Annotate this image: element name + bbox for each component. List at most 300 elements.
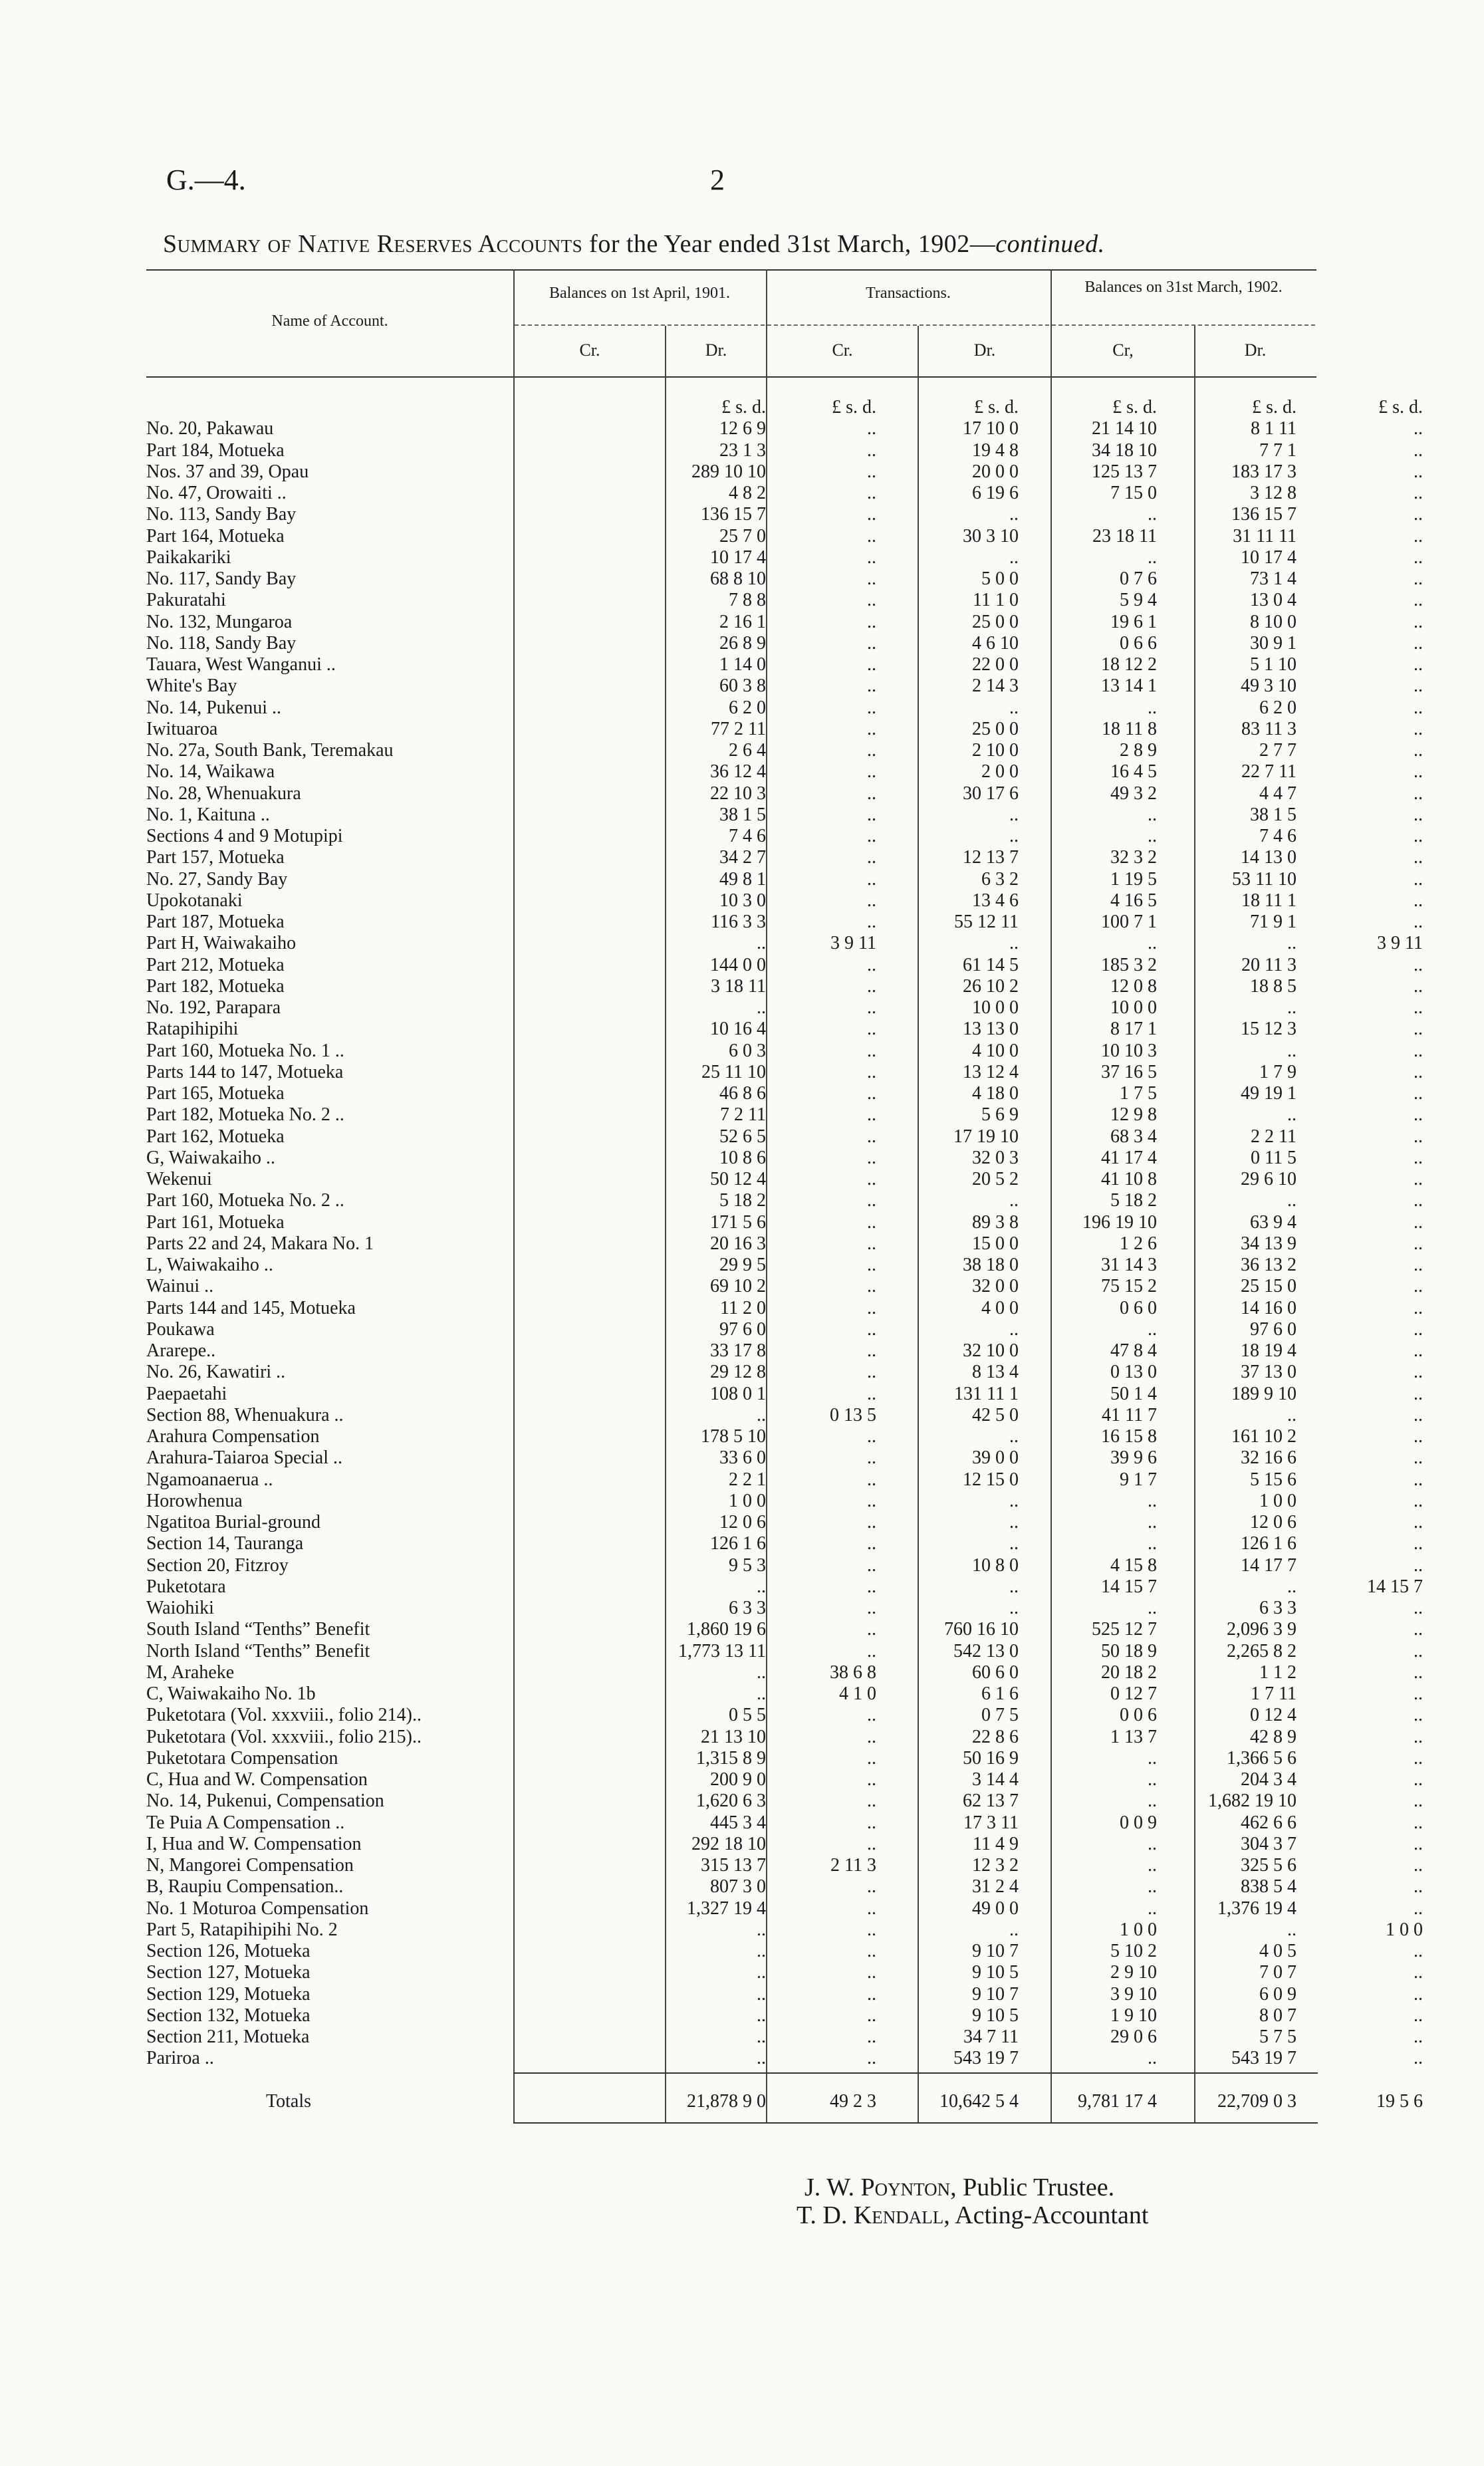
account-name-cell: Section 88, Whenuakura .. xyxy=(146,1404,344,1425)
amount-cell: 1,376 19 4 xyxy=(1217,1898,1297,1919)
amount-cell: .. xyxy=(867,2027,876,2048)
amount-cell: .. xyxy=(1414,1147,1423,1168)
account-name-cell: Ararepe.. xyxy=(146,1340,216,1362)
col-closing-heading: Balances on 31st March, 1902. xyxy=(1084,279,1283,296)
account-name-cell: Section 20, Fitzroy xyxy=(146,1554,289,1576)
account-name-cell: No. 27a, South Bank, Teremakau xyxy=(146,740,394,761)
amount-cell: 12 0 8 xyxy=(1110,975,1157,997)
amount-cell: 4 10 0 xyxy=(972,1040,1019,1061)
amount-cell: 18 11 8 xyxy=(1102,718,1157,739)
amount-cell: 0 12 7 xyxy=(1110,1683,1157,1705)
amount-cell: 543 19 7 xyxy=(953,2048,1019,2069)
amount-cell: .. xyxy=(867,826,876,847)
table-row xyxy=(146,1062,1441,1083)
account-name-cell: Section 126, Motueka xyxy=(146,1941,310,1962)
table-row xyxy=(146,1298,1441,1319)
account-name-cell: Puketotara (Vol. xxxviii., folio 215).. xyxy=(146,1726,422,1747)
amount-cell: .. xyxy=(1009,804,1019,825)
amount-cell: .. xyxy=(867,1876,876,1898)
amount-cell: .. xyxy=(1414,1169,1423,1190)
amount-cell: .. xyxy=(867,1083,876,1104)
table-row xyxy=(146,847,1441,868)
account-name-cell: No. 118, Sandy Bay xyxy=(146,632,297,654)
account-name-cell: N, Mangorei Compensation xyxy=(146,1855,354,1876)
amount-cell: 52 6 5 xyxy=(719,1126,766,1147)
amount-cell: .. xyxy=(867,1061,876,1082)
amount-cell: 1 1 2 xyxy=(1259,1662,1297,1683)
table-row xyxy=(146,1834,1441,1855)
amount-cell: .. xyxy=(757,2027,766,2048)
amount-cell: .. xyxy=(757,1404,766,1425)
amount-cell: .. xyxy=(1414,1747,1423,1769)
amount-cell: .. xyxy=(1414,676,1423,697)
amount-cell: .. xyxy=(867,632,876,654)
amount-cell: 9 10 7 xyxy=(972,1983,1019,2005)
amount-cell: 3 9 11 xyxy=(1377,933,1423,954)
amount-cell: 2 11 3 xyxy=(830,1855,876,1876)
table-row xyxy=(146,1491,1441,1512)
amount-cell: 10 8 0 xyxy=(972,1554,1019,1576)
amount-cell: 69 10 2 xyxy=(710,1276,766,1297)
amount-cell: 20 0 0 xyxy=(972,461,1019,482)
closing-cr-heading: Cr, xyxy=(1112,340,1134,360)
amount-cell: 34 7 11 xyxy=(963,2027,1019,2048)
account-name-cell: No. 47, Orowaiti .. xyxy=(146,483,287,504)
account-name-cell: Upokotanaki xyxy=(146,890,243,911)
account-name-cell: White's Bay xyxy=(146,676,237,697)
amount-cell: .. xyxy=(757,2005,766,2026)
amount-cell: .. xyxy=(1414,1833,1423,1854)
table-row xyxy=(146,1876,1441,1898)
amount-cell: .. xyxy=(1414,2027,1423,2048)
amount-cell: .. xyxy=(1287,1190,1297,1211)
amount-cell: .. xyxy=(867,975,876,997)
amount-cell: 100 7 1 xyxy=(1101,912,1157,933)
account-name-cell: No. 26, Kawatiri .. xyxy=(146,1362,286,1383)
table-row xyxy=(146,2027,1441,2048)
amount-cell: 36 12 4 xyxy=(710,761,766,783)
amount-cell: .. xyxy=(867,1169,876,1190)
amount-cell: .. xyxy=(1414,483,1423,504)
amount-cell: .. xyxy=(1148,2048,1157,2069)
account-name-cell: South Island “Tenths” Benefit xyxy=(146,1619,370,1640)
account-name-cell: Paikakariki xyxy=(146,547,231,568)
table-row xyxy=(146,826,1441,847)
amount-cell: 50 1 4 xyxy=(1110,1383,1157,1404)
amount-cell: 1 13 7 xyxy=(1110,1726,1157,1747)
accounts-table-body xyxy=(146,397,1441,2112)
table-row xyxy=(146,1598,1441,1619)
amount-cell: 1,620 6 3 xyxy=(696,1790,766,1812)
amount-cell: .. xyxy=(867,1790,876,1812)
amount-cell: .. xyxy=(867,868,876,890)
amount-cell: 3 14 4 xyxy=(972,1769,1019,1790)
unit-label-cell: £ s. d. xyxy=(1378,397,1423,418)
table-row xyxy=(146,504,1441,525)
units-row xyxy=(146,397,1441,418)
account-name-cell: Section 211, Motueka xyxy=(146,2027,310,2048)
amount-cell: 204 3 4 xyxy=(1241,1769,1297,1790)
amount-cell: .. xyxy=(1414,697,1423,718)
table-row xyxy=(146,590,1441,611)
amount-cell: .. xyxy=(867,1812,876,1833)
account-name-cell: L, Waiwakaiho .. xyxy=(146,1255,273,1276)
amount-cell: .. xyxy=(867,1019,876,1040)
amount-cell: .. xyxy=(867,1554,876,1576)
amount-cell: 1 0 0 xyxy=(1259,1490,1297,1511)
amount-cell: 49 3 2 xyxy=(1110,783,1157,804)
amount-cell: 1,860 19 6 xyxy=(687,1619,766,1640)
amount-cell: .. xyxy=(1414,1769,1423,1790)
table-row xyxy=(146,526,1441,547)
amount-cell: 2 0 0 xyxy=(981,761,1019,783)
table-row xyxy=(146,676,1441,697)
amount-cell: 4 0 5 xyxy=(1259,1941,1297,1962)
amount-cell: .. xyxy=(1414,568,1423,590)
amount-cell: 20 18 2 xyxy=(1101,1662,1157,1683)
amount-cell: .. xyxy=(1414,783,1423,804)
account-name-cell: Pariroa .. xyxy=(146,2048,214,2069)
amount-cell: .. xyxy=(867,1362,876,1383)
amount-cell: 33 6 0 xyxy=(719,1447,766,1469)
table-row xyxy=(146,761,1441,783)
amount-cell: 0 11 5 xyxy=(1251,1147,1297,1168)
amount-cell: .. xyxy=(867,611,876,632)
account-name-cell: C, Hua and W. Compensation xyxy=(146,1769,368,1790)
amount-cell: .. xyxy=(1414,1705,1423,1726)
amount-cell: 49 2 3 xyxy=(830,2090,876,2112)
amount-cell: .. xyxy=(1148,804,1157,825)
amount-cell: 68 8 10 xyxy=(710,568,766,590)
table-row xyxy=(146,1212,1441,1233)
account-name-cell: I, Hua and W. Compensation xyxy=(146,1833,362,1854)
amount-cell: 2 2 11 xyxy=(1251,1126,1297,1147)
account-name-cell: No. 14, Pukenui .. xyxy=(146,697,281,718)
account-name-cell: Part 182, Motueka No. 2 .. xyxy=(146,1104,344,1126)
amount-cell: 304 3 7 xyxy=(1241,1833,1297,1854)
amount-cell: 22 7 11 xyxy=(1241,761,1297,783)
amount-cell: 0 12 4 xyxy=(1250,1705,1297,1726)
amount-cell: 49 3 10 xyxy=(1241,676,1297,697)
table-row xyxy=(146,1662,1441,1683)
amount-cell: 4 8 2 xyxy=(729,483,766,504)
account-name-cell: Parts 22 and 24, Makara No. 1 xyxy=(146,1233,374,1254)
amount-cell: 13 13 0 xyxy=(963,1019,1019,1040)
table-row xyxy=(146,1512,1441,1533)
amount-cell: .. xyxy=(1287,1104,1297,1126)
amount-cell: 14 15 7 xyxy=(1367,1576,1423,1597)
opening-cr-heading: Cr. xyxy=(579,340,600,360)
amount-cell: 55 12 11 xyxy=(954,912,1019,933)
amount-cell: 60 6 0 xyxy=(972,1662,1019,1683)
amount-cell: .. xyxy=(1009,504,1019,525)
unit-label-cell: £ s. d. xyxy=(1112,397,1157,418)
amount-cell: 1 7 9 xyxy=(1259,1061,1297,1082)
amount-cell: 5 6 9 xyxy=(981,1104,1019,1126)
table-top-rule xyxy=(146,269,1316,271)
amount-cell: 0 0 9 xyxy=(1120,1812,1157,1833)
amount-cell: .. xyxy=(1414,868,1423,890)
amount-cell: 838 5 4 xyxy=(1241,1876,1297,1898)
amount-cell: .. xyxy=(867,1619,876,1640)
amount-cell: 2 16 1 xyxy=(719,611,766,632)
amount-cell: .. xyxy=(1414,1554,1423,1576)
amount-cell: .. xyxy=(1414,1276,1423,1297)
col-name-heading: Name of Account. xyxy=(271,312,388,330)
amount-cell: 200 9 0 xyxy=(710,1769,766,1790)
table-row xyxy=(146,461,1441,483)
amount-cell: 12 15 0 xyxy=(963,1469,1019,1490)
page-number: 2 xyxy=(710,164,725,196)
header-bottom-rule xyxy=(146,376,1316,378)
amount-cell: 41 10 8 xyxy=(1101,1169,1157,1190)
amount-cell: .. xyxy=(1009,1598,1019,1619)
table-row xyxy=(146,1426,1441,1447)
amount-cell: 26 10 2 xyxy=(963,975,1019,997)
amount-cell: 12 0 6 xyxy=(1250,1512,1297,1533)
amount-cell: 14 16 0 xyxy=(1241,1297,1297,1318)
account-name-cell: G, Waiwakaiho .. xyxy=(146,1147,275,1168)
amount-cell: .. xyxy=(1414,1426,1423,1447)
amount-cell: .. xyxy=(1009,1576,1019,1597)
amount-cell: 116 3 3 xyxy=(711,912,766,933)
amount-cell: .. xyxy=(1414,1598,1423,1619)
amount-cell: 97 6 0 xyxy=(1250,1318,1297,1340)
table-row xyxy=(146,1384,1441,1405)
amount-cell: .. xyxy=(1414,654,1423,676)
account-name-cell: Arahura-Taiaroa Special .. xyxy=(146,1447,342,1469)
amount-cell: .. xyxy=(1414,611,1423,632)
amount-cell: 8 17 1 xyxy=(1110,1019,1157,1040)
amount-cell: 13 0 4 xyxy=(1250,590,1297,611)
amount-cell: 0 13 5 xyxy=(830,1404,876,1425)
amount-cell: 38 1 5 xyxy=(719,804,766,825)
amount-cell: 17 10 0 xyxy=(963,418,1019,439)
amount-cell: 83 11 3 xyxy=(1241,718,1297,739)
amount-cell: 2 10 0 xyxy=(972,740,1019,761)
amount-cell: .. xyxy=(1414,1941,1423,1962)
amount-cell: 20 16 3 xyxy=(710,1233,766,1254)
amount-cell: 22,709 0 3 xyxy=(1217,2090,1297,2112)
account-name-cell: Wekenui xyxy=(146,1169,212,1190)
account-name-cell: Section 14, Tauranga xyxy=(146,1533,304,1554)
amount-cell: .. xyxy=(1414,1362,1423,1383)
amount-cell: .. xyxy=(1414,2005,1423,2026)
amount-cell: .. xyxy=(867,1769,876,1790)
amount-cell: .. xyxy=(867,525,876,547)
amount-cell: .. xyxy=(867,697,876,718)
amount-cell: 10 17 4 xyxy=(1241,547,1297,568)
account-name-cell: Te Puia A Compensation .. xyxy=(146,1812,345,1833)
table-row xyxy=(146,418,1441,439)
account-name-cell: Tauara, West Wanganui .. xyxy=(146,654,336,676)
amount-cell: .. xyxy=(867,1919,876,1940)
amount-cell: .. xyxy=(867,1705,876,1726)
account-name-cell: Puketotara Compensation xyxy=(146,1747,338,1769)
amount-cell: 37 13 0 xyxy=(1241,1362,1297,1383)
amount-cell: 171 5 6 xyxy=(710,1211,766,1233)
table-row xyxy=(146,1041,1441,1062)
amount-cell: 37 16 5 xyxy=(1101,1061,1157,1082)
amount-cell: 4 6 10 xyxy=(972,632,1019,654)
amount-cell: .. xyxy=(1414,1447,1423,1469)
table-row xyxy=(146,1340,1441,1362)
amount-cell: .. xyxy=(867,740,876,761)
table-row xyxy=(146,804,1441,826)
amount-cell: 25 0 0 xyxy=(972,718,1019,739)
amount-cell: .. xyxy=(1414,890,1423,911)
amount-cell: .. xyxy=(1414,1683,1423,1705)
account-name-cell: Puketotara xyxy=(146,1576,226,1597)
amount-cell: .. xyxy=(1287,1404,1297,1425)
amount-cell: .. xyxy=(867,783,876,804)
amount-cell: 4 0 0 xyxy=(981,1297,1019,1318)
amount-cell: 8 13 4 xyxy=(972,1362,1019,1383)
table-row xyxy=(146,1126,1441,1148)
table-row xyxy=(146,483,1441,504)
amount-cell: .. xyxy=(1009,933,1019,954)
table-row xyxy=(146,1533,1441,1554)
amount-cell: 46 8 6 xyxy=(719,1083,766,1104)
amount-cell: 14 17 7 xyxy=(1241,1554,1297,1576)
table-row xyxy=(146,869,1441,890)
accounts-table xyxy=(146,397,1441,2112)
amount-cell: .. xyxy=(867,1833,876,1854)
table-row xyxy=(146,997,1441,1019)
amount-cell: 7 4 6 xyxy=(729,826,766,847)
amount-cell: 0 7 6 xyxy=(1120,568,1157,590)
account-name-cell: Totals xyxy=(266,2090,312,2112)
amount-cell: .. xyxy=(867,1726,876,1747)
amount-cell: 131 11 1 xyxy=(954,1383,1019,1404)
amount-cell: 31 11 11 xyxy=(1233,525,1297,547)
amount-cell: 32 10 0 xyxy=(963,1340,1019,1362)
amount-cell: 1 14 0 xyxy=(719,654,766,676)
amount-cell: .. xyxy=(757,997,766,1019)
accountant-name: T. D. Kendall, xyxy=(797,2201,950,2229)
amount-cell: .. xyxy=(867,912,876,933)
account-name-cell: No. 1, Kaituna .. xyxy=(146,804,270,825)
amount-cell: .. xyxy=(867,1276,876,1297)
table-row xyxy=(146,697,1441,719)
amount-cell: 19 4 8 xyxy=(972,439,1019,461)
closing-sub-rule xyxy=(1052,324,1315,326)
table-row xyxy=(146,568,1441,590)
table-row xyxy=(146,1276,1441,1297)
amount-cell: 38 1 5 xyxy=(1250,804,1297,825)
amount-cell: 760 16 10 xyxy=(944,1619,1019,1640)
amount-cell: 49 19 1 xyxy=(1241,1083,1297,1104)
amount-cell: .. xyxy=(867,1126,876,1147)
amount-cell: 31 14 3 xyxy=(1101,1255,1157,1276)
table-row xyxy=(146,1255,1441,1276)
table-row xyxy=(146,2005,1441,2027)
table-row xyxy=(146,440,1441,461)
amount-cell: 7 8 8 xyxy=(729,590,766,611)
amount-cell: .. xyxy=(1414,1640,1423,1662)
amount-cell: 196 19 10 xyxy=(1082,1211,1157,1233)
amount-cell: 16 15 8 xyxy=(1101,1426,1157,1447)
amount-cell: 1 19 5 xyxy=(1110,868,1157,890)
amount-cell: 41 17 4 xyxy=(1101,1147,1157,1168)
signature-accountant xyxy=(797,2201,1148,2230)
amount-cell: .. xyxy=(867,1941,876,1962)
amount-cell: .. xyxy=(1148,826,1157,847)
amount-cell: .. xyxy=(867,1983,876,2005)
amount-cell: 41 11 7 xyxy=(1102,1404,1157,1425)
amount-cell: .. xyxy=(1148,1598,1157,1619)
title-main: Summary of Native Reserves Accounts xyxy=(163,230,583,258)
amount-cell: .. xyxy=(867,1318,876,1340)
amount-cell: 21 14 10 xyxy=(1092,418,1157,439)
amount-cell: 30 17 6 xyxy=(963,783,1019,804)
account-name-cell: Part 160, Motueka No. 1 .. xyxy=(146,1040,344,1061)
table-row xyxy=(146,890,1441,912)
amount-cell: 1 0 0 xyxy=(1386,1919,1423,1940)
amount-cell: 1,327 19 4 xyxy=(687,1898,766,1919)
amount-cell: .. xyxy=(1414,761,1423,783)
account-name-cell: Sections 4 and 9 Motupipi xyxy=(146,826,343,847)
amount-cell: .. xyxy=(1414,1876,1423,1898)
account-name-cell: Part 5, Ratapihipihi No. 2 xyxy=(146,1919,338,1940)
trustee-name: J. W. Poynton, xyxy=(804,2173,957,2201)
amount-cell: .. xyxy=(1009,1512,1019,1533)
table-row xyxy=(146,912,1441,933)
amount-cell: .. xyxy=(1148,697,1157,718)
amount-cell: 10 3 0 xyxy=(719,890,766,911)
accountant-role: Acting-Accountant xyxy=(949,2201,1149,2229)
amount-cell: 49 0 0 xyxy=(972,1898,1019,1919)
amount-cell: .. xyxy=(1414,632,1423,654)
amount-cell: .. xyxy=(1414,547,1423,568)
amount-cell: 0 0 6 xyxy=(1120,1705,1157,1726)
amount-cell: .. xyxy=(867,890,876,911)
amount-cell: 21,878 9 0 xyxy=(687,2090,766,2112)
amount-cell: 7 0 7 xyxy=(1259,1962,1297,1983)
amount-cell: 5 18 2 xyxy=(1110,1190,1157,1211)
col-opening-heading: Balances on 1st April, 1901. xyxy=(549,285,730,302)
amount-cell: 29 0 6 xyxy=(1110,2027,1157,2048)
amount-cell: .. xyxy=(1009,1533,1019,1554)
amount-cell: 49 8 1 xyxy=(719,868,766,890)
amount-cell: 1 0 0 xyxy=(729,1490,766,1511)
account-name-cell: No. 20, Pakawau xyxy=(146,418,274,439)
amount-cell: .. xyxy=(1148,504,1157,525)
amount-cell: .. xyxy=(1414,975,1423,997)
amount-cell: .. xyxy=(1414,1318,1423,1340)
amount-cell: .. xyxy=(1148,1898,1157,1919)
amount-cell: 5 1 10 xyxy=(1250,654,1297,676)
account-name-cell: Iwituaroa xyxy=(146,718,218,739)
amount-cell: 315 13 7 xyxy=(701,1855,766,1876)
amount-cell: 807 3 0 xyxy=(710,1876,766,1898)
amount-cell: .. xyxy=(1414,1962,1423,1983)
amount-cell: 178 5 10 xyxy=(701,1426,766,1447)
amount-cell: .. xyxy=(1414,1255,1423,1276)
amount-cell: 6 19 6 xyxy=(972,483,1019,504)
amount-cell: .. xyxy=(867,590,876,611)
table-row xyxy=(146,783,1441,804)
opening-dr-heading: Dr. xyxy=(705,340,727,360)
amount-cell: 1 7 5 xyxy=(1120,1083,1157,1104)
amount-cell: 6 1 6 xyxy=(981,1683,1019,1705)
account-name-cell: Section 132, Motueka xyxy=(146,2005,310,2026)
amount-cell: 25 15 0 xyxy=(1241,1276,1297,1297)
account-name-cell: Part 182, Motueka xyxy=(146,975,285,997)
account-name-cell: Paepaetahi xyxy=(146,1383,227,1404)
account-name-cell: No. 132, Mungaroa xyxy=(146,611,293,632)
amount-cell: .. xyxy=(757,1683,766,1705)
